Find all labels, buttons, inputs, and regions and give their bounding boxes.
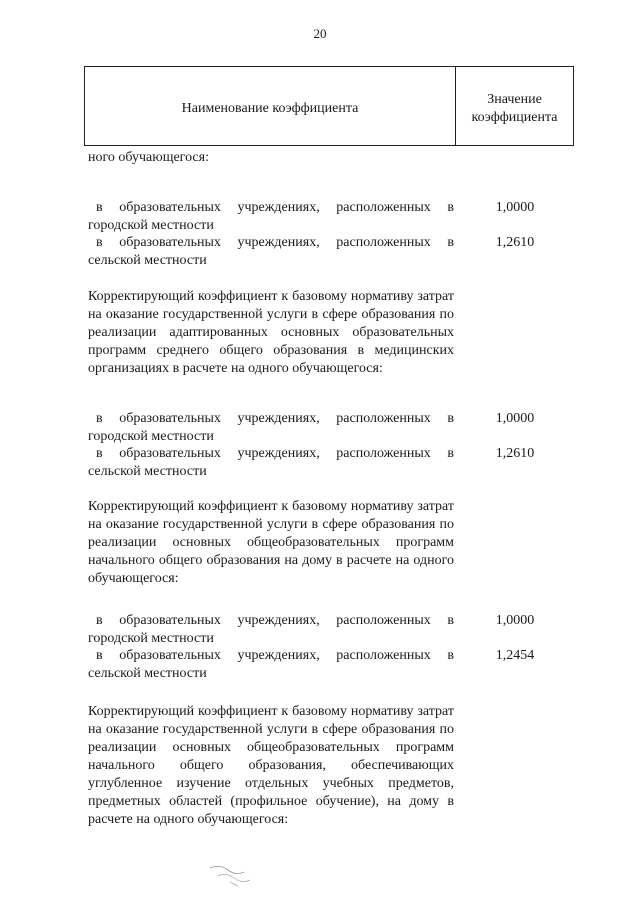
urban-label: в образовательных учреждениях, расположенных в городской местности xyxy=(88,200,454,233)
table-header xyxy=(84,66,574,146)
urban-value: 1,0000 xyxy=(495,200,535,215)
urban-label: в образовательных учреждениях, расположенных в городской местности xyxy=(88,411,454,444)
rural-value: 1,2610 xyxy=(495,446,535,461)
rural-label: в образовательных учреждениях, расположенных в сельской местности xyxy=(88,446,454,479)
column-header-name: Наименование коэффициента xyxy=(85,67,456,145)
urban-label: в образовательных учреждениях, расположенных в городской местности xyxy=(88,613,454,646)
urban-value: 1,0000 xyxy=(495,613,535,628)
continuation-text: ного обучающегося: xyxy=(88,150,209,165)
rural-label: в образовательных учреждениях, расположенных в сельской местности xyxy=(88,648,454,681)
rural-value: 1,2454 xyxy=(495,648,535,663)
section-title: Корректирующий коэффициент к базовому нормативу затрат на оказание государственной услуги в сфере образования по реализации адаптированных основных образовательных программ среднего общего образования в медицинских организациях в расчете на одного обучающегося: xyxy=(88,289,454,376)
section-title: Корректирующий коэффициент к базовому нормативу затрат на оказание государственной услуги в сфере образования по реализации основных общеобразовательных программ начального общего образования на дому в расчете на одного обучающегося: xyxy=(88,499,454,586)
urban-value: 1,0000 xyxy=(495,411,535,426)
column-header-value: Значение коэффициента xyxy=(471,92,558,125)
rural-value: 1,2610 xyxy=(495,235,535,250)
page-number: 20 xyxy=(313,26,327,41)
pen-mark xyxy=(200,860,260,890)
rural-label: в образовательных учреждениях, расположенных в сельской местности xyxy=(88,235,454,268)
section-title: Корректирующий коэффициент к базовому нормативу затрат на оказание государственной услуги в сфере образования по реализации основных общеобразовательных программ начального общего образования, обеспечивающих углубленное изучение отдельных учебных предметов, предметных областей (профильное обучение), на дому в расчете на одного обучающегося: xyxy=(88,704,454,827)
